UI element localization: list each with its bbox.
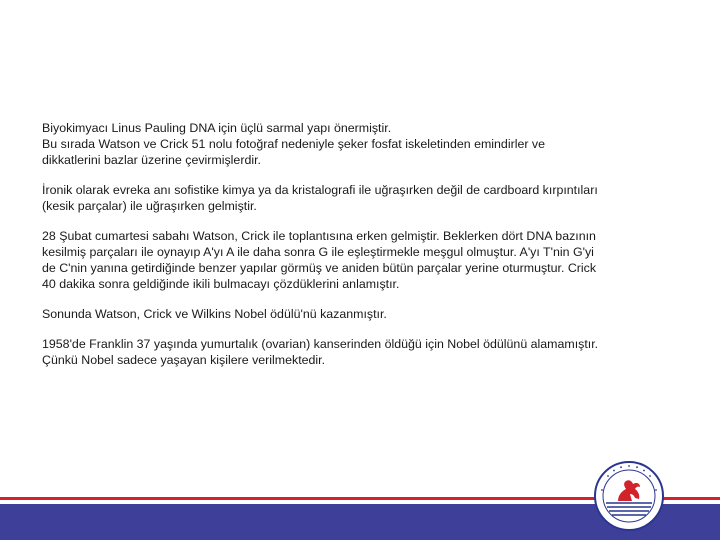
text-line: kesilmiş parçaları ile oynayıp A'yı A ile daha sonra G ile eşleştirmekle meşgul olmuştur. A'yı T'nin G'yi xyxy=(42,245,594,259)
slide-body xyxy=(42,120,682,368)
paragraph-february-28 xyxy=(42,228,682,292)
paragraph-nobel xyxy=(42,306,682,322)
text-line: Bu sırada Watson ve Crick 51 nolu fotoğraf nedeniyle şeker fosfat iskeletinden emindirler ve xyxy=(42,137,545,151)
paragraph-pauling xyxy=(42,120,682,168)
text-line: 40 dakika sonra geldiğinde ikili bulmacayı çözdüklerini anlamıştır. xyxy=(42,277,400,291)
text-line: Sonunda Watson, Crick ve Wilkins Nobel ödülü'nü kazanmıştır. xyxy=(42,307,387,321)
text-line: Çünkü Nobel sadece yaşayan kişilere verilmektedir. xyxy=(42,353,326,367)
text-line: İronik olarak evreka anı sofistike kimya ya da kristalografi ile uğraşırken değil de cardboard kırpıntıları xyxy=(42,183,598,197)
paragraph-eureka xyxy=(42,182,682,214)
text-line: de C'nin yanına getirdiğinde benzer yapılar görmüş ve aniden bütün parçalar yerine oturmuştur. Crick xyxy=(42,261,597,275)
university-seal-icon xyxy=(593,460,665,532)
text-line: dikkatlerini bazlar üzerine çevirmişlerdir. xyxy=(42,153,261,167)
text-line: 1958'de Franklin 37 yaşında yumurtalık (ovarian) kanserinden öldüğü için Nobel ödülünü alamamıştır. xyxy=(42,337,599,351)
text-line: (kesik parçalar) ile uğraşırken gelmiştir. xyxy=(42,199,257,213)
text-line: 28 Şubat cumartesi sabahı Watson, Crick ile toplantısına erken gelmiştir. Beklerken dört DNA bazının xyxy=(42,229,596,243)
paragraph-franklin xyxy=(42,336,682,368)
text-line: Biyokimyacı Linus Pauling DNA için üçlü sarmal yapı önermiştir. xyxy=(42,121,392,135)
